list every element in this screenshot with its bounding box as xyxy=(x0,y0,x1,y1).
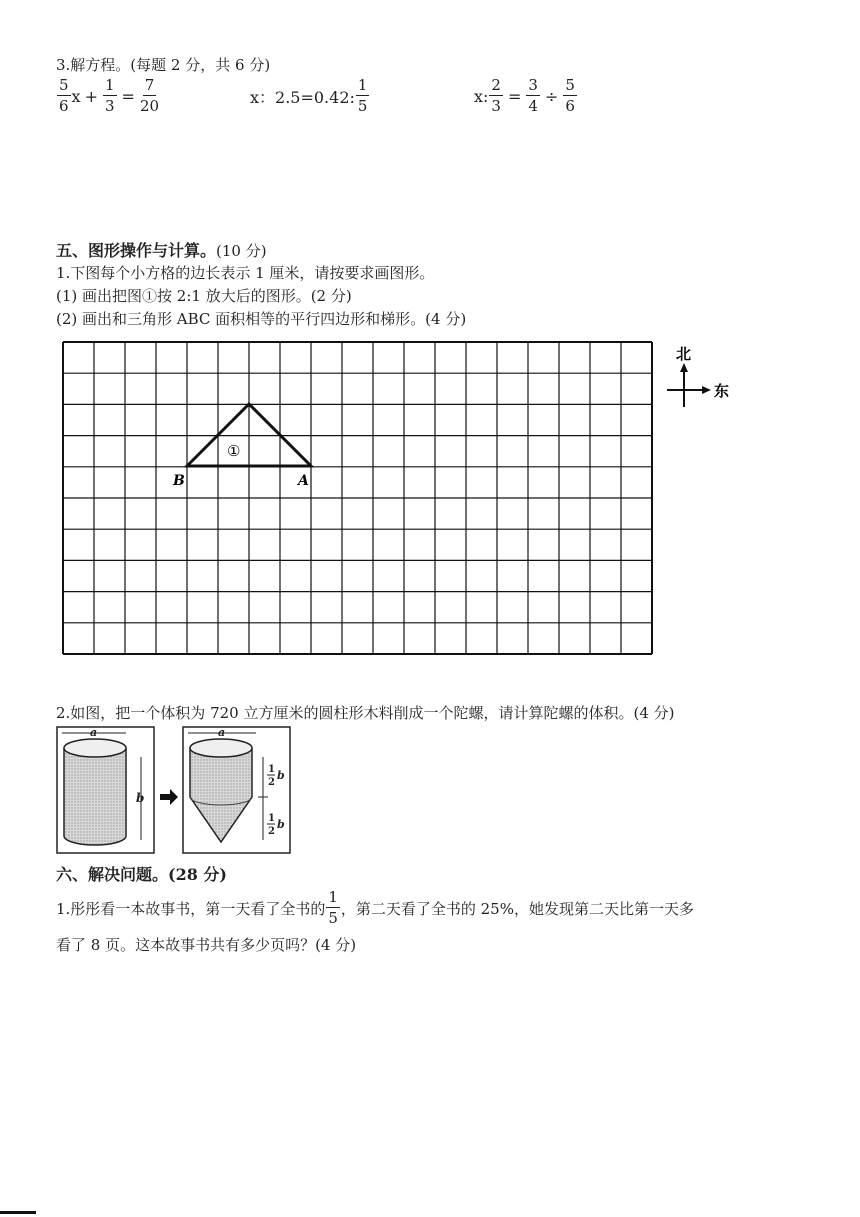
cylinder-body xyxy=(64,748,126,845)
section6-q1-text-b: ，第二天看了全书的 25%，她发现第二天比第一天多 xyxy=(340,899,694,918)
half-num-1: 1 xyxy=(268,764,275,775)
dimension-a-label-2: a xyxy=(218,726,226,739)
fraction: $\frac{2}{3}$ xyxy=(491,76,501,115)
equation-3-lead: x: xyxy=(474,86,489,106)
half-den-1: 2 xyxy=(268,777,275,788)
half-var-1: b xyxy=(277,769,285,782)
section5-title: 五、图形操作与计算。 xyxy=(56,241,217,260)
grid-lines xyxy=(63,342,652,654)
cylinder-to-top-figure xyxy=(56,726,306,856)
section5-q1-part2: (2) 画出和三角形 ABC 面积相等的平行四边形和梯形。(4 分) xyxy=(56,310,467,328)
east-arrowhead-icon xyxy=(702,386,711,394)
compass xyxy=(664,342,744,414)
fraction: $\frac{5}{6}$ xyxy=(59,76,69,115)
grid-paper xyxy=(56,336,666,696)
equation-3 xyxy=(474,78,578,114)
fraction: $\frac{1}{3}$ xyxy=(104,76,115,115)
triangle-label: ① xyxy=(227,442,241,460)
section6-q1-text-a: 1.彤彤看一本故事书，第一天看了全书的 xyxy=(56,899,326,918)
divide-sign: ÷ xyxy=(544,86,559,106)
section6-q1-line2: 看了 8 页。这本故事书共有多少页吗？(4 分) xyxy=(56,936,357,954)
part3-heading: 3.解方程。(每题 2 分，共 6 分) xyxy=(56,56,271,74)
section5-q1: 1.下图每个小方格的边长表示 1 厘米，请按要求画图形。 xyxy=(56,264,435,282)
section5-score: (10 分) xyxy=(216,242,267,260)
section6-title: 六、解决问题。(28 分) xyxy=(56,865,227,884)
north-label: 北 xyxy=(676,345,692,363)
fraction: $\frac{1}{5}$ xyxy=(357,76,368,115)
fraction: $\frac{3}{4}$ xyxy=(528,76,538,115)
spinning-top-body xyxy=(190,748,252,842)
half-var-2: b xyxy=(277,818,285,831)
transform-arrow-icon xyxy=(160,789,178,805)
half-num-2: 1 xyxy=(268,813,275,824)
fraction: $\frac{1}{5}$ xyxy=(328,888,338,927)
equals-sign: = xyxy=(507,86,522,106)
equation-2 xyxy=(250,78,370,114)
equals-sign: = xyxy=(121,86,135,106)
fraction: $\frac{7}{20}$ xyxy=(139,76,160,115)
page-edge-mark xyxy=(0,1211,36,1214)
half-den-2: 2 xyxy=(268,826,275,837)
north-arrowhead-icon xyxy=(680,363,688,372)
variable-x: x xyxy=(71,86,81,106)
plus-sign: + xyxy=(84,86,98,106)
section6-q1-line1 xyxy=(56,890,694,926)
east-label: 东 xyxy=(714,382,730,400)
dimension-b-label: b xyxy=(136,791,145,805)
dimension-a-label: a xyxy=(90,726,98,739)
cylinder-top xyxy=(64,739,126,757)
vertex-a-label: A xyxy=(298,473,309,489)
equation-1 xyxy=(56,78,160,114)
equation-2-text: x：2.5=0.42: xyxy=(250,87,355,107)
vertex-b-label: B xyxy=(173,473,185,489)
section5-heading xyxy=(56,238,267,261)
section5-q2: 2.如图，把一个体积为 720 立方厘米的圆柱形木料削成一个陀螺，请计算陀螺的体积。(4 分) xyxy=(56,704,675,722)
section5-q1-part1: (1) 画出把图①按 2:1 放大后的图形。(2 分) xyxy=(56,287,352,305)
spinning-top-top xyxy=(190,739,252,757)
fraction: $\frac{5}{6}$ xyxy=(565,76,575,115)
